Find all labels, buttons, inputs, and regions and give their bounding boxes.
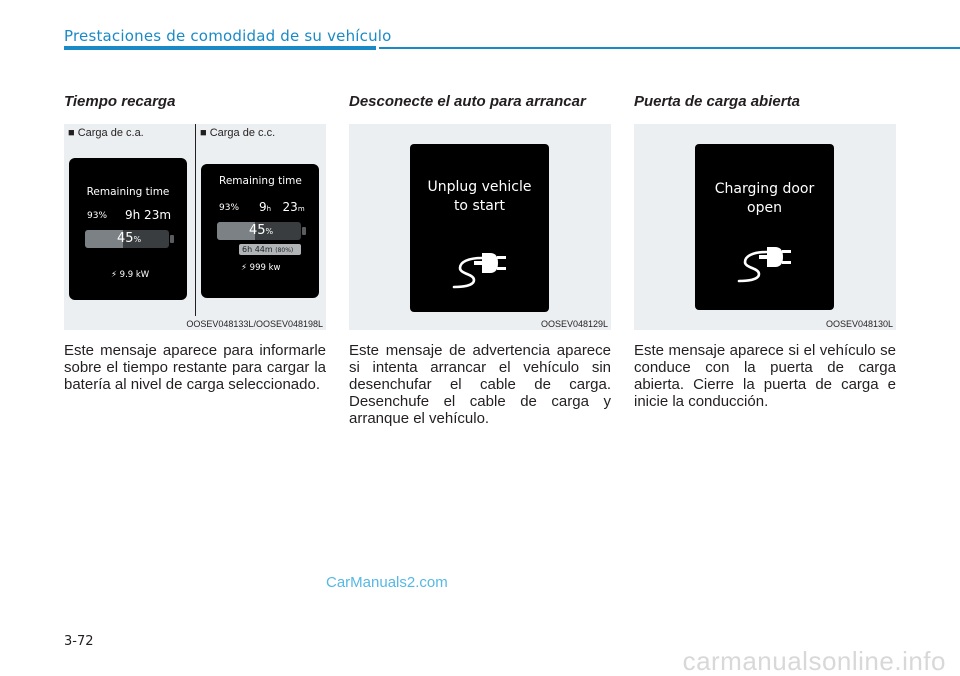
cluster-warning-screen — [410, 144, 549, 312]
section-body: Este mensaje aparece si el vehículo se conduce con la puerta de carga abierta. Cierre la puerta de carga e inicie la conducción. — [634, 342, 896, 410]
remaining-hours: 9 — [259, 200, 267, 214]
watermark-link[interactable]: CarManuals2.com — [326, 574, 448, 591]
remaining-time-title: Remaining time — [86, 186, 170, 198]
target-eta-badge — [239, 244, 301, 255]
target-eta-percent: (80%) — [275, 247, 294, 254]
battery-level-label — [117, 231, 141, 246]
warning-message: Charging door open — [714, 181, 815, 216]
section-body: Este mensaje de advertencia aparece si intenta arrancar el vehículo sin desenchufar el cable de carga. Desenchufe el cable de carga y arranque el vehículo. — [349, 342, 611, 427]
page-number: 3-72 — [64, 634, 94, 649]
section-title: Tiempo recarga — [64, 93, 176, 110]
remaining-time-value — [259, 200, 305, 214]
footer-watermark: carmanualsonline.info — [682, 646, 946, 676]
minutes-unit: m — [297, 205, 305, 213]
hours-unit: h — [266, 205, 272, 213]
target-eta-time: 6h 44m — [242, 245, 273, 254]
header-title: Prestaciones de comodidad de su vehículo — [64, 27, 392, 45]
battery-level-label — [249, 223, 273, 238]
battery-level-unit: % — [265, 227, 274, 236]
figure-code: OOSEV048130L — [825, 319, 893, 329]
charging-time-figure — [64, 124, 326, 330]
figure-code: OOSEV048133L/OOSEV048198L — [186, 319, 323, 329]
section-title: Puerta de carga abierta — [634, 93, 800, 110]
figure-code: OOSEV048129L — [540, 319, 608, 329]
section-unplug-to-start — [349, 94, 611, 427]
ac-charging-label: ■ Carga de c.a. — [68, 127, 144, 139]
battery-level: 45 — [117, 231, 134, 246]
section-charging-door-open — [634, 94, 896, 410]
dc-charging-label: ■ Carga de c.c. — [200, 127, 276, 139]
remaining-time-value: 9h 23m — [125, 208, 172, 222]
unplug-warning-figure — [349, 124, 611, 330]
charging-plug-icon — [737, 244, 795, 284]
charging-power: ⚡ 9.9 kW — [111, 270, 150, 280]
ac-charging-screen — [69, 158, 187, 300]
state-of-charge-percent: 93% — [219, 203, 240, 213]
warning-message: Unplug vehicle to start — [427, 179, 532, 214]
section-charging-time — [64, 94, 326, 393]
dc-charging-screen — [201, 164, 319, 298]
figure-divider — [195, 124, 196, 316]
charging-plug-icon — [452, 250, 510, 290]
charging-door-figure — [634, 124, 896, 330]
section-body: Este mensaje aparece para informarle sobre el tiempo restante para cargar la batería al nivel de carga seleccionado. — [64, 342, 326, 393]
remaining-minutes: 23 — [282, 200, 298, 214]
state-of-charge-percent: 93% — [87, 211, 108, 221]
remaining-time-title: Remaining time — [219, 175, 302, 187]
header-rule-thin — [379, 47, 960, 49]
header-rule-thick — [64, 46, 376, 50]
cluster-warning-screen — [695, 144, 834, 310]
section-title: Desconecte el auto para arrancar — [349, 93, 586, 110]
battery-level: 45 — [249, 223, 266, 238]
charging-power: ⚡ 999 kw — [241, 263, 281, 273]
battery-cap — [302, 227, 306, 235]
battery-cap — [170, 235, 174, 243]
battery-level-unit: % — [133, 235, 142, 244]
